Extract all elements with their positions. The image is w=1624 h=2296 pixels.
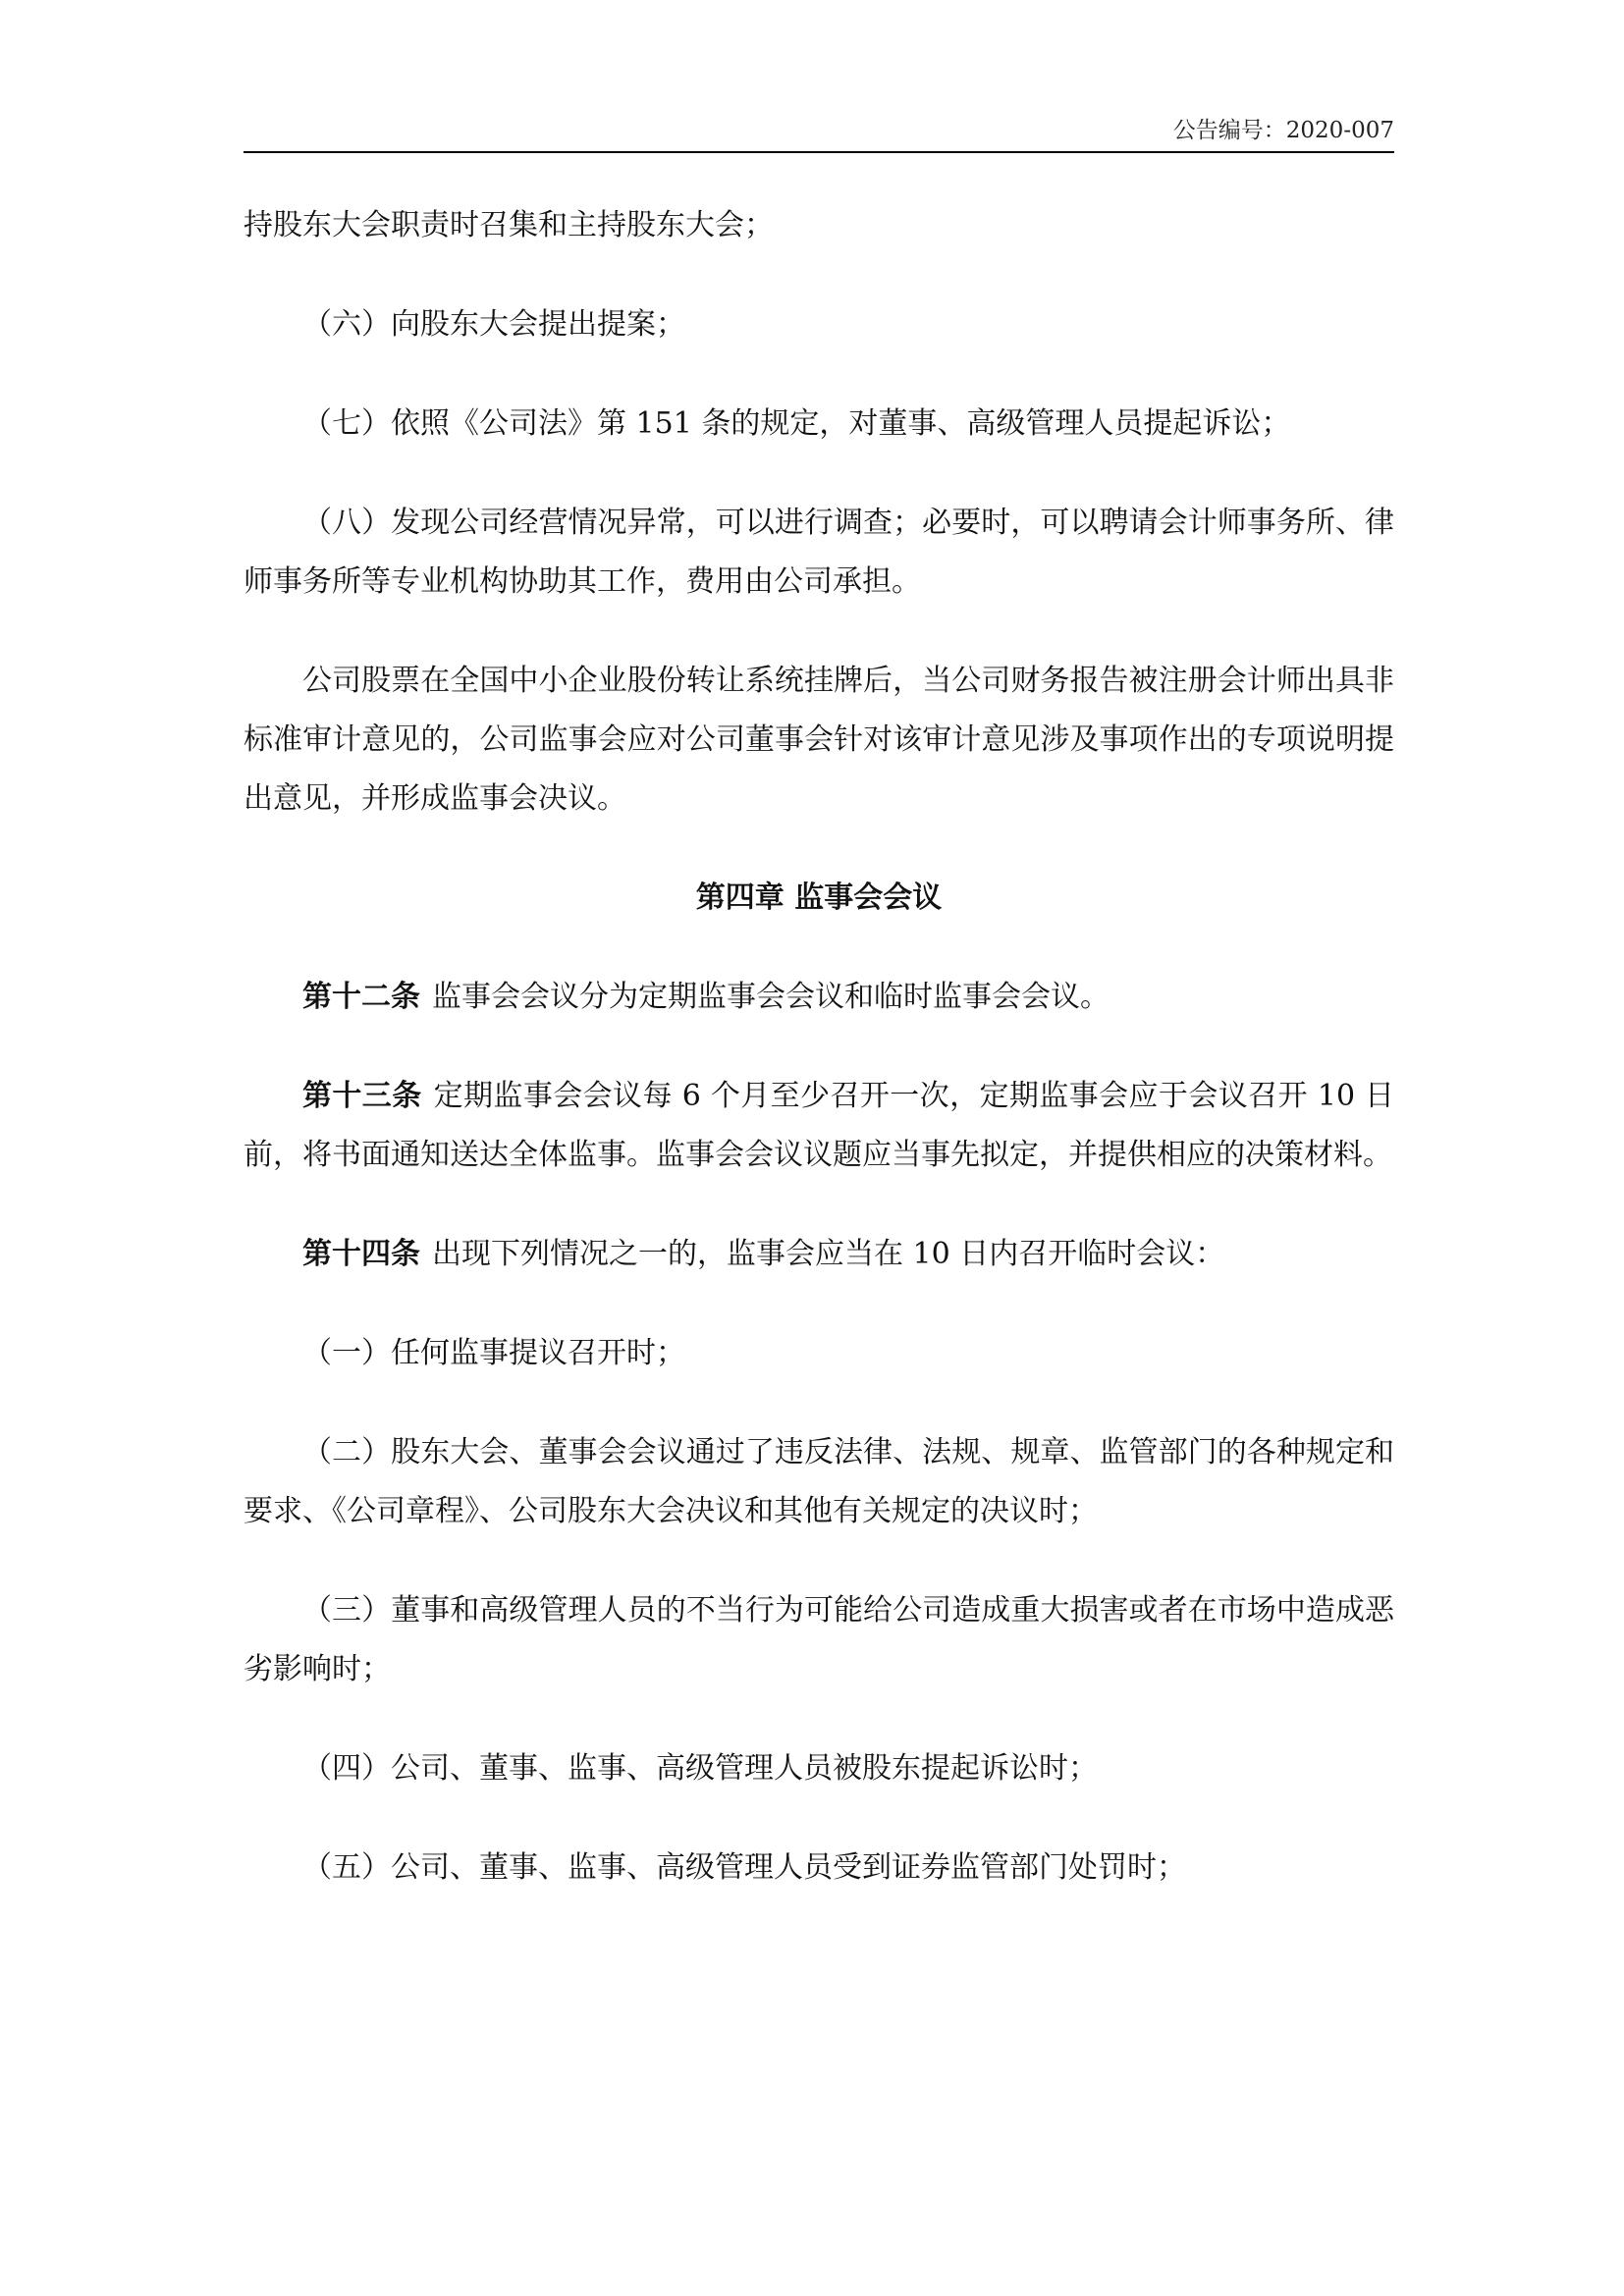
document-body (244, 196, 1394, 1938)
chapter-heading: 第四章 监事会会议 (695, 881, 943, 915)
list-item: （二）股东大会、董事会会议通过了违反法律、法规、规章、监管部门的各种规定和要求、《公司章程》、公司股东大会决议和其他有关规定的决议时； (244, 1435, 1394, 1528)
article-14 (244, 1225, 1394, 1284)
paragraph-item-7: （七）依照《公司法》第 151 条的规定，对董事、高级管理人员提起诉讼； (302, 406, 1291, 441)
article-text: 定期监事会会议每 6 个月至少召开一次，定期监事会应于会议召开 10 日前，将书面通知送达全体监事。监事会会议议题应当事先拟定，并提供相应的决策材料。 (244, 1079, 1395, 1172)
article-title: 第十三条 (302, 1079, 422, 1113)
article-title: 第十二条 (302, 980, 420, 1014)
list-item: （五）公司、董事、监事、高级管理人员受到证券监管部门处罚时； (302, 1850, 1186, 1885)
paragraph-audit-opinion: 公司股票在全国中小企业股份转让系统挂牌后，当公司财务报告被注册会计师出具非标准审计意见的，公司监事会应对公司董事会针对该审计意见涉及事项作出的专项说明提出意见，并形成监事会决议。 (244, 664, 1394, 816)
article-12 (244, 968, 1394, 1027)
paragraph-continuation: 持股东大会职责时召集和主持股东大会； (244, 208, 774, 242)
article-title: 第十四条 (302, 1237, 420, 1271)
list-item: （三）董事和高级管理人员的不当行为可能给公司造成重大损害或者在市场中造成恶劣影响时； (244, 1593, 1394, 1686)
paragraph-item-8: （八）发现公司经营情况异常，可以进行调查；必要时，可以聘请会计师事务所、律师事务所等专业机构协助其工作，费用由公司承担。 (244, 506, 1394, 599)
paragraph-item-6: （六）向股东大会提出提案； (302, 307, 685, 342)
article-text: 监事会会议分为定期监事会会议和临时监事会会议。 (432, 980, 1110, 1014)
article-13 (244, 1067, 1394, 1185)
article-text: 出现下列情况之一的，监事会应当在 10 日内召开临时会议： (432, 1237, 1225, 1271)
document-number-header: 公告编号：2020-007 (1172, 118, 1394, 143)
list-item: （四）公司、董事、监事、高级管理人员被股东提起诉讼时； (302, 1751, 1098, 1786)
list-item: （一）任何监事提议召开时； (302, 1336, 685, 1370)
header-divider (244, 151, 1394, 153)
